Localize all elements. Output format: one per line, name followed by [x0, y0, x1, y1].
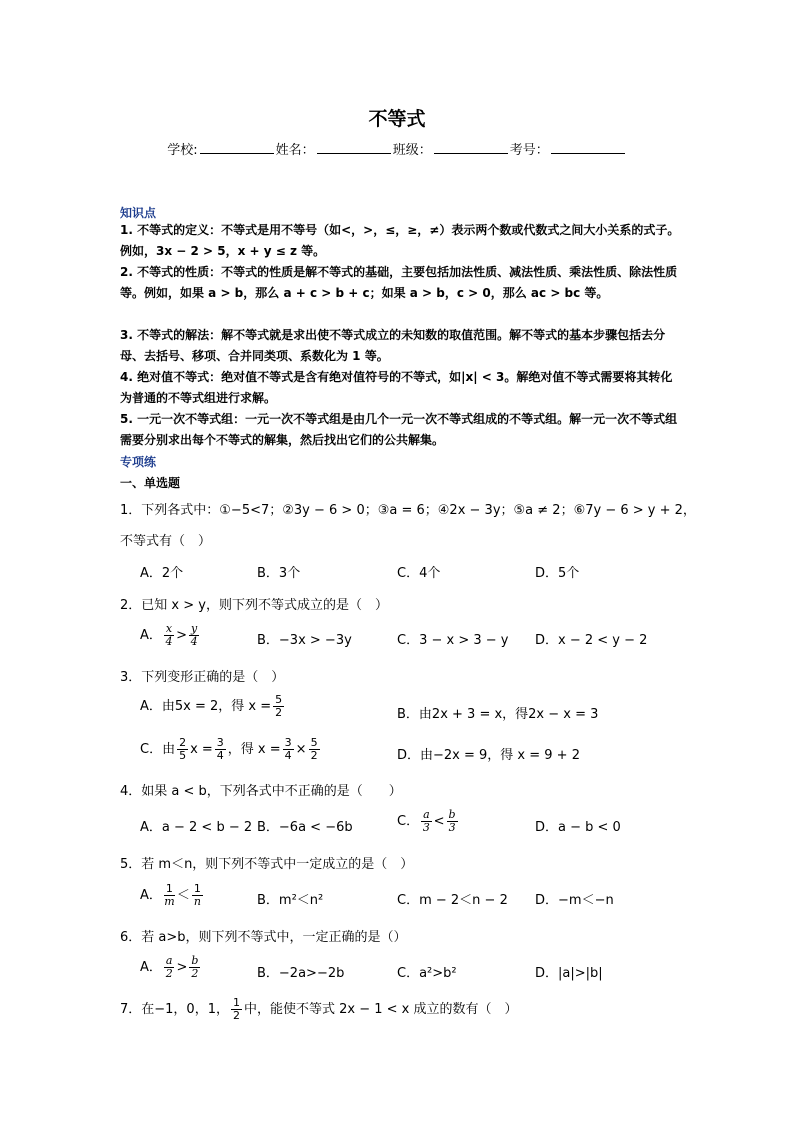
knowledge-heading: 知识点 [120, 206, 157, 220]
q5-stem: 5．若 m＜n，则下列不等式中一定成立的是（ ） [120, 857, 414, 872]
school-blank[interactable] [200, 141, 274, 154]
q3-stem: 3．下列变形正确的是（ ） [120, 670, 285, 685]
q4-option-b[interactable]: B．−6a < −6b [257, 820, 353, 835]
knowledge-point-2: 2. 不等式的性质：不等式的性质是解不等式的基础，主要包括加法性质、减法性质、乘法性质、除法性质等。例如，如果 a > b，那么 a + c > b + c；如果 a > b，c > 0，那么 ac > bc 等。 [120, 265, 678, 300]
class-blank[interactable] [434, 141, 508, 154]
name-blank[interactable] [317, 141, 391, 154]
q1-stem: 1．下列各式中：①−5<7；②3y − 6 > 0；③a = 6；④2x − 3y；⑤a ≠ 2；⑥7y − 6 > y + 2， [120, 503, 696, 518]
q5-option-b[interactable]: B．m²＜n² [257, 893, 324, 908]
q1-option-b[interactable]: B．3个 [257, 566, 301, 581]
student-info-line [0, 139, 794, 158]
number-label: 考号： [509, 143, 549, 158]
q3-option-a[interactable]: A．由5x = 2，得 x = $\frac{5}{2}$ [140, 693, 283, 719]
q6-a-frac-2: $\frac{b}{2}$ [191, 954, 199, 980]
q2-a-frac-2: $\frac{y}{4}$ [190, 622, 198, 648]
q3-c-frac-2: $\frac{3}{4}$ [216, 736, 224, 762]
q5-a-frac-1: $\frac{1}{m}$ [164, 882, 175, 908]
q2-option-a[interactable]: A． $\frac{x}{4}$ > $\frac{y}{4}$ [140, 622, 198, 648]
q6-option-d[interactable]: D．|a|>|b| [535, 966, 603, 981]
q7-frac: $\frac{1}{2}$ [232, 996, 240, 1022]
q3-c-frac-3: $\frac{3}{4}$ [284, 736, 292, 762]
knowledge-point-3: 3. 不等式的解法：解不等式就是求出使不等式成立的未知数的取值范围。解不等式的基本步骤包括去分母、去括号、移项、合并同类项、系数化为 1 等。 [120, 328, 666, 363]
q1-option-c[interactable]: C．4个 [397, 566, 441, 581]
q2-option-b[interactable]: B．−3x > −3y [257, 633, 352, 648]
q1-option-a[interactable]: A．2个 [140, 566, 184, 581]
knowledge-point-4: 4. 绝对值不等式：绝对值不等式是含有绝对值符号的不等式，如|x| < 3。解绝对值不等式需要将其转化为普通的不等式组进行求解。 [120, 370, 673, 405]
class-label: 班级： [392, 143, 432, 158]
q3-c-frac-4: $\frac{5}{2}$ [310, 736, 318, 762]
q4-option-d[interactable]: D．a − b < 0 [535, 820, 621, 835]
q5-option-d[interactable]: D．−m＜−n [535, 893, 614, 908]
school-label: 学校: [167, 143, 198, 158]
q2-option-c[interactable]: C．3 − x > 3 − y [397, 633, 509, 648]
practice-heading: 专项练 [120, 455, 157, 469]
q1-stem-2: 不等式有（ ） [120, 534, 212, 549]
q3-a-frac: $\frac{5}{2}$ [275, 693, 283, 719]
q3-option-d[interactable]: D．由−2x = 9，得 x = 9 + 2 [397, 748, 580, 763]
q2-a-frac-1: $\frac{x}{4}$ [165, 622, 173, 648]
q5-a-frac-2: $\frac{1}{n}$ [193, 882, 201, 908]
q4-option-a[interactable]: A．a − 2 < b − 2 [140, 820, 253, 835]
q6-option-c[interactable]: C．a²>b² [397, 966, 457, 981]
q2-a-label: A． [140, 628, 162, 643]
q6-option-a[interactable]: A． $\frac{a}{2}$ > $\frac{b}{2}$ [140, 954, 199, 980]
name-label: 姓名： [275, 143, 315, 158]
q4-option-c[interactable]: C． $\frac{a}{3}$ < $\frac{b}{3}$ [397, 808, 456, 834]
q2-stem: 2．已知 x > y，则下列不等式成立的是（ ） [120, 598, 388, 613]
q6-option-b[interactable]: B．−2a>−2b [257, 966, 345, 981]
q6-a-frac-1: $\frac{a}{2}$ [165, 954, 173, 980]
q3-c-frac-1: $\frac{2}{5}$ [179, 736, 187, 762]
q2-option-d[interactable]: D．x − 2 < y − 2 [535, 633, 648, 648]
q7-stem: 7．在−1，0，1， $\frac{1}{2}$ 中，能使不等式 2x − 1 < x 成立的数有（ ） [120, 996, 518, 1022]
q4-c-frac-2: $\frac{b}{3}$ [448, 808, 456, 834]
q3-option-c[interactable]: C．由 $\frac{2}{5}$ x = $\frac{3}{4}$ ，得 x = $\frac{3}{4}$ × $\frac{5}{2}$ [140, 736, 318, 762]
knowledge-point-5: 5. 一元一次不等式组：一元一次不等式组是由几个一元一次不等式组成的不等式组。解一元一次不等式组需要分别求出每个不等式的解集，然后找出它们的公共解集。 [120, 412, 678, 447]
section1-heading: 一、单选题 [120, 476, 181, 490]
q1-option-d[interactable]: D．5个 [535, 566, 580, 581]
q3-option-b[interactable]: B．由2x + 3 = x，得2x − x = 3 [397, 707, 599, 722]
number-blank[interactable] [551, 141, 625, 154]
knowledge-point-1: 1. 不等式的定义：不等式是用不等号（如<，>，≤，≥，≠）表示两个数或代数式之间大小关系的式子。例如，3x − 2 > 5，x + y ≤ z 等。 [120, 223, 680, 258]
q4-stem: 4．如果 a < b，下列各式中不正确的是（ ） [120, 784, 402, 799]
q6-stem: 6．若 a>b，则下列不等式中，一定正确的是（） [120, 930, 407, 945]
page-title: 不等式 [368, 108, 426, 130]
q5-option-c[interactable]: C．m − 2＜n − 2 [397, 893, 508, 908]
q4-c-frac-1: $\frac{a}{3}$ [422, 808, 430, 834]
q5-option-a[interactable]: A． $\frac{1}{m}$ ＜ $\frac{1}{n}$ [140, 882, 201, 908]
